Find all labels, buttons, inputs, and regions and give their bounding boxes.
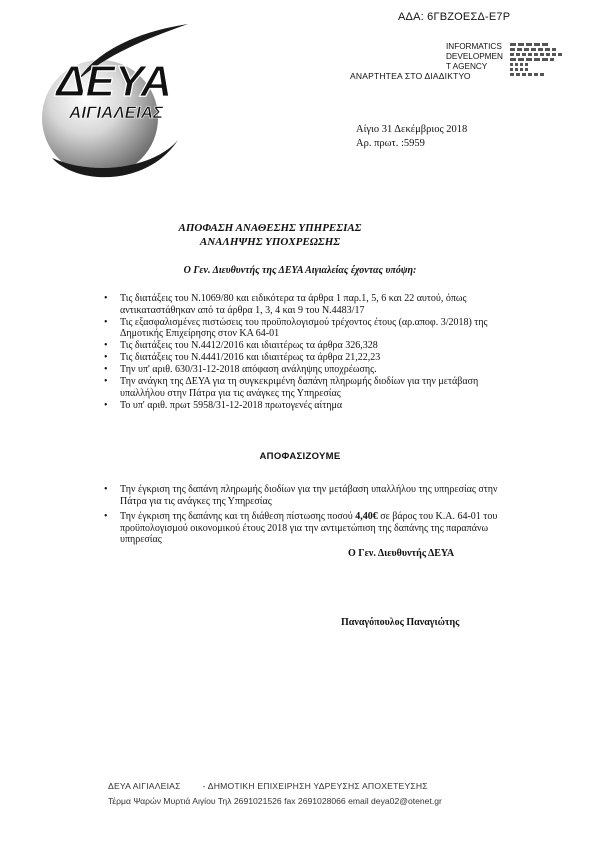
list-item: • Την έγκριση της δαπάνη πληρωμής διοδίων για την μετάβαση υπαλλήλου της υπηρεσίας στην Πάτρα για τις ανάγκες της Υπηρεσίας <box>104 484 520 507</box>
list-item: • Τις εξασφαλισμένες πιστώσεις του προϋπολογισμού τρέχοντος έτους (αρ.αποφ. 3/2018) της Δημοτικής Επιχείρησης στον ΚΑ 64-01 <box>104 317 520 340</box>
footer-org-name: ΔΕΥΑ ΑΙΓΙΑΛΕΙΑΣ <box>108 781 181 791</box>
list-item: • Την ανάγκη της ΔΕΥΑ για τη συγκεκριμένη δαπάνη πληρωμής διοδίων για την μετάβαση υπαλλήλου στην Πάτρα για τις ανάγκες της Υπηρεσίας <box>104 376 520 399</box>
footer-contact: Τέρμα Ψαρών Μυρτιά Αιγίου Τηλ 2691021526 fax 2691028066 email deya02@otenet.gr <box>108 796 442 806</box>
decision-text: Την έγκριση της δαπάνης και τη διάθεση πίστωσης ποσού <box>120 511 356 522</box>
decision-text: σε βάρος του Κ.Α. 64-01 του προϋπολογισμού οικονομικού έτους 2018 για την αντιμετώπιση της δαπάνης της παραπάνω υπηρεσίας <box>120 511 498 545</box>
decision-heading: ΑΠΟΦΑΣΙΖΟΥΜΕ <box>259 451 341 462</box>
badge-line: T AGENCY <box>446 62 488 71</box>
list-item: • Τις διατάξεις του Ν.1069/80 και ειδικότερα τα άρθρα 1 παρ.1, 5, 6 και 22 αυτού, όπως αντικαταστάθηκαν από τα άρθρα 1, 3, 4 και 9 του Ν.4483/17 <box>104 293 520 316</box>
deya-logo <box>38 18 190 186</box>
intro-statement: Ο Γεν. Διευθυντής της ΔΕΥΑ Αιγιαλείας έχοντας υπόψη: <box>183 265 417 276</box>
logo-sub-text: ΑΙΓΙΑΛΕΙΑΣ <box>68 103 164 122</box>
badge-line: DEVELOPMEN <box>446 52 503 61</box>
signatory-role: Ο Γεν. Διευθυντής ΔΕΥΑ <box>348 548 455 559</box>
decisions-list <box>104 484 520 550</box>
list-item: • Τις διατάξεις του Ν.4412/2016 και ιδιαιτέρως τα άρθρα 326,328 <box>104 340 520 352</box>
footer-org <box>108 781 428 791</box>
badge-line: INFORMATICS <box>446 42 502 51</box>
amount-value: 4,40€ <box>355 511 378 522</box>
footer-org-desc: - ΔΗΜΟΤΙΚΗ ΕΠΙΧΕΙΡΗΣΗ ΥΔΡΕΥΣΗΣ ΑΠΟΧΕΤΕΥΣΗΣ <box>202 781 428 791</box>
list-item: • Τις διατάξεις του Ν.4441/2016 και ιδιαιτέρως τα άρθρα 21,22,23 <box>104 352 520 364</box>
considerations-list <box>104 293 520 412</box>
ada-code: ΑΔΑ: 6ΓΒΖΟΕΣΔ-Ε7Ρ <box>398 11 511 23</box>
digital-signature-mark <box>510 42 572 78</box>
list-item: • Την υπ' αριθ. 630/31-12-2018 απόφαση ανάληψης υποχρέωσης. <box>104 364 520 376</box>
document-date: Αίγιο 31 Δεκέμβριος 2018 <box>356 124 468 135</box>
title-line-2: ΑΝΑΛΗΨΗΣ ΥΠΟΧΡΕΩΣΗΣ <box>199 236 341 248</box>
document-title <box>150 221 390 249</box>
protocol-number: Αρ. πρωτ. :5959 <box>356 138 425 149</box>
posting-note: ΑΝΑΡΤΗΤΕΑ ΣΤΟ ΔΙΑΔΙΚΤΥΟ <box>350 71 471 81</box>
list-item <box>104 511 520 546</box>
signatory-name: Παναγόπουλος Παναγιώτης <box>341 617 460 628</box>
title-line-1: ΑΠΟΦΑΣΗ ΑΝΑΘΕΣΗΣ ΥΠΗΡΕΣΙΑΣ <box>178 222 362 234</box>
list-item: • Το υπ' αριθ. πρωτ 5958/31-12-2018 πρωτογενές αίτημα <box>104 400 520 412</box>
date-block <box>356 123 467 151</box>
logo-main-text: ΔΕΥΑ <box>55 57 173 106</box>
agency-badge <box>446 42 516 72</box>
